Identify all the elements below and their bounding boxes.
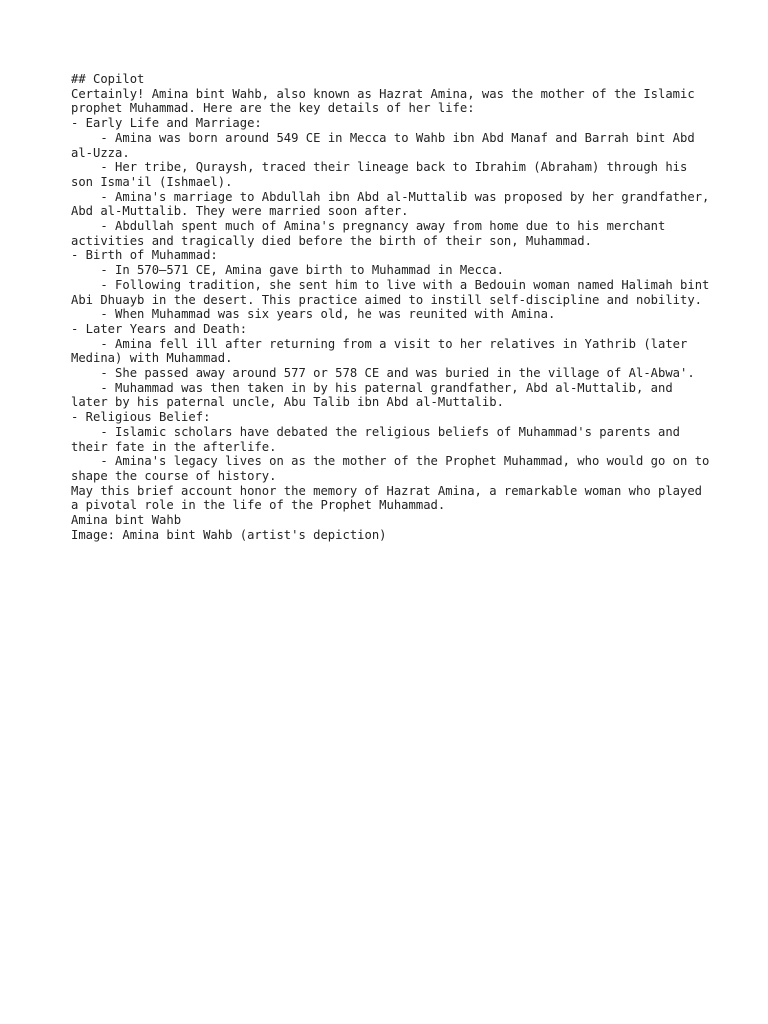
section-title: - Birth of Muhammad: [71,248,218,263]
list-item: - Following tradition, she sent him to live with a Bedouin woman named Halimah bint Abi Dhuayb in the desert. This practice aimed to instill self-discipline and nobility. [71,277,717,307]
list-item: - Islamic scholars have debated the religious beliefs of Muhammad's parents and their fate in the afterlife. [71,424,688,454]
document-body [71,72,717,543]
list-item: - Amina's marriage to Abdullah ibn Abd al-Muttalib was proposed by her grandfather, Abd al-Muttalib. They were married soon after. [71,189,717,219]
list-item: - She passed away around 577 or 578 CE and was buried in the village of Al-Abwa'. [71,366,695,381]
section-title: - Later Years and Death: [71,321,248,336]
section-title: - Early Life and Marriage: [71,116,262,131]
intro-paragraph: Certainly! Amina bint Wahb, also known as Hazrat Amina, was the mother of the Islamic prophet Muhammad. Here are the key details of her life: [71,86,703,116]
list-item: - Abdullah spent much of Amina's pregnancy away from home due to his merchant activities and tragically died before the birth of their son, Muhammad. [71,219,673,248]
image-caption: Image: Amina bint Wahb (artist's depiction) [71,527,387,542]
list-item: - Her tribe, Quraysh, traced their lineage back to Ibrahim (Abraham) through his son Isma'il (Ishmael). [71,160,695,189]
closing-paragraph: May this brief account honor the memory of Hazrat Amina, a remarkable woman who played a pivotal role in the life of the Prophet Muhammad. [71,483,710,513]
section-early-life [71,116,717,248]
document-heading: ## Copilot [71,72,145,86]
list-item: - Amina fell ill after returning from a visit to her relatives in Yathrib (later Medina) with Muhammad. [71,336,695,366]
list-item: - In 570–571 CE, Amina gave birth to Muhammad in Mecca. [71,263,504,278]
image-title: Amina bint Wahb [71,513,182,528]
list-item: - Amina's legacy lives on as the mother of the Prophet Muhammad, who would go on to shape the course of history. [71,454,717,483]
section-title: - Religious Belief: [71,410,211,425]
section-religious-belief [71,410,717,484]
list-item: - Amina was born around 549 CE in Mecca to Wahb ibn Abd Manaf and Barrah bint Abd al-Uzza. [71,130,703,160]
list-item: - Muhammad was then taken in by his paternal grandfather, Abd al-Muttalib, and later by his paternal uncle, Abu Talib ibn Abd al-Muttalib. [71,380,681,410]
section-birth [71,248,717,322]
section-later-years [71,322,711,410]
list-item: - When Muhammad was six years old, he was reunited with Amina. [71,307,556,322]
